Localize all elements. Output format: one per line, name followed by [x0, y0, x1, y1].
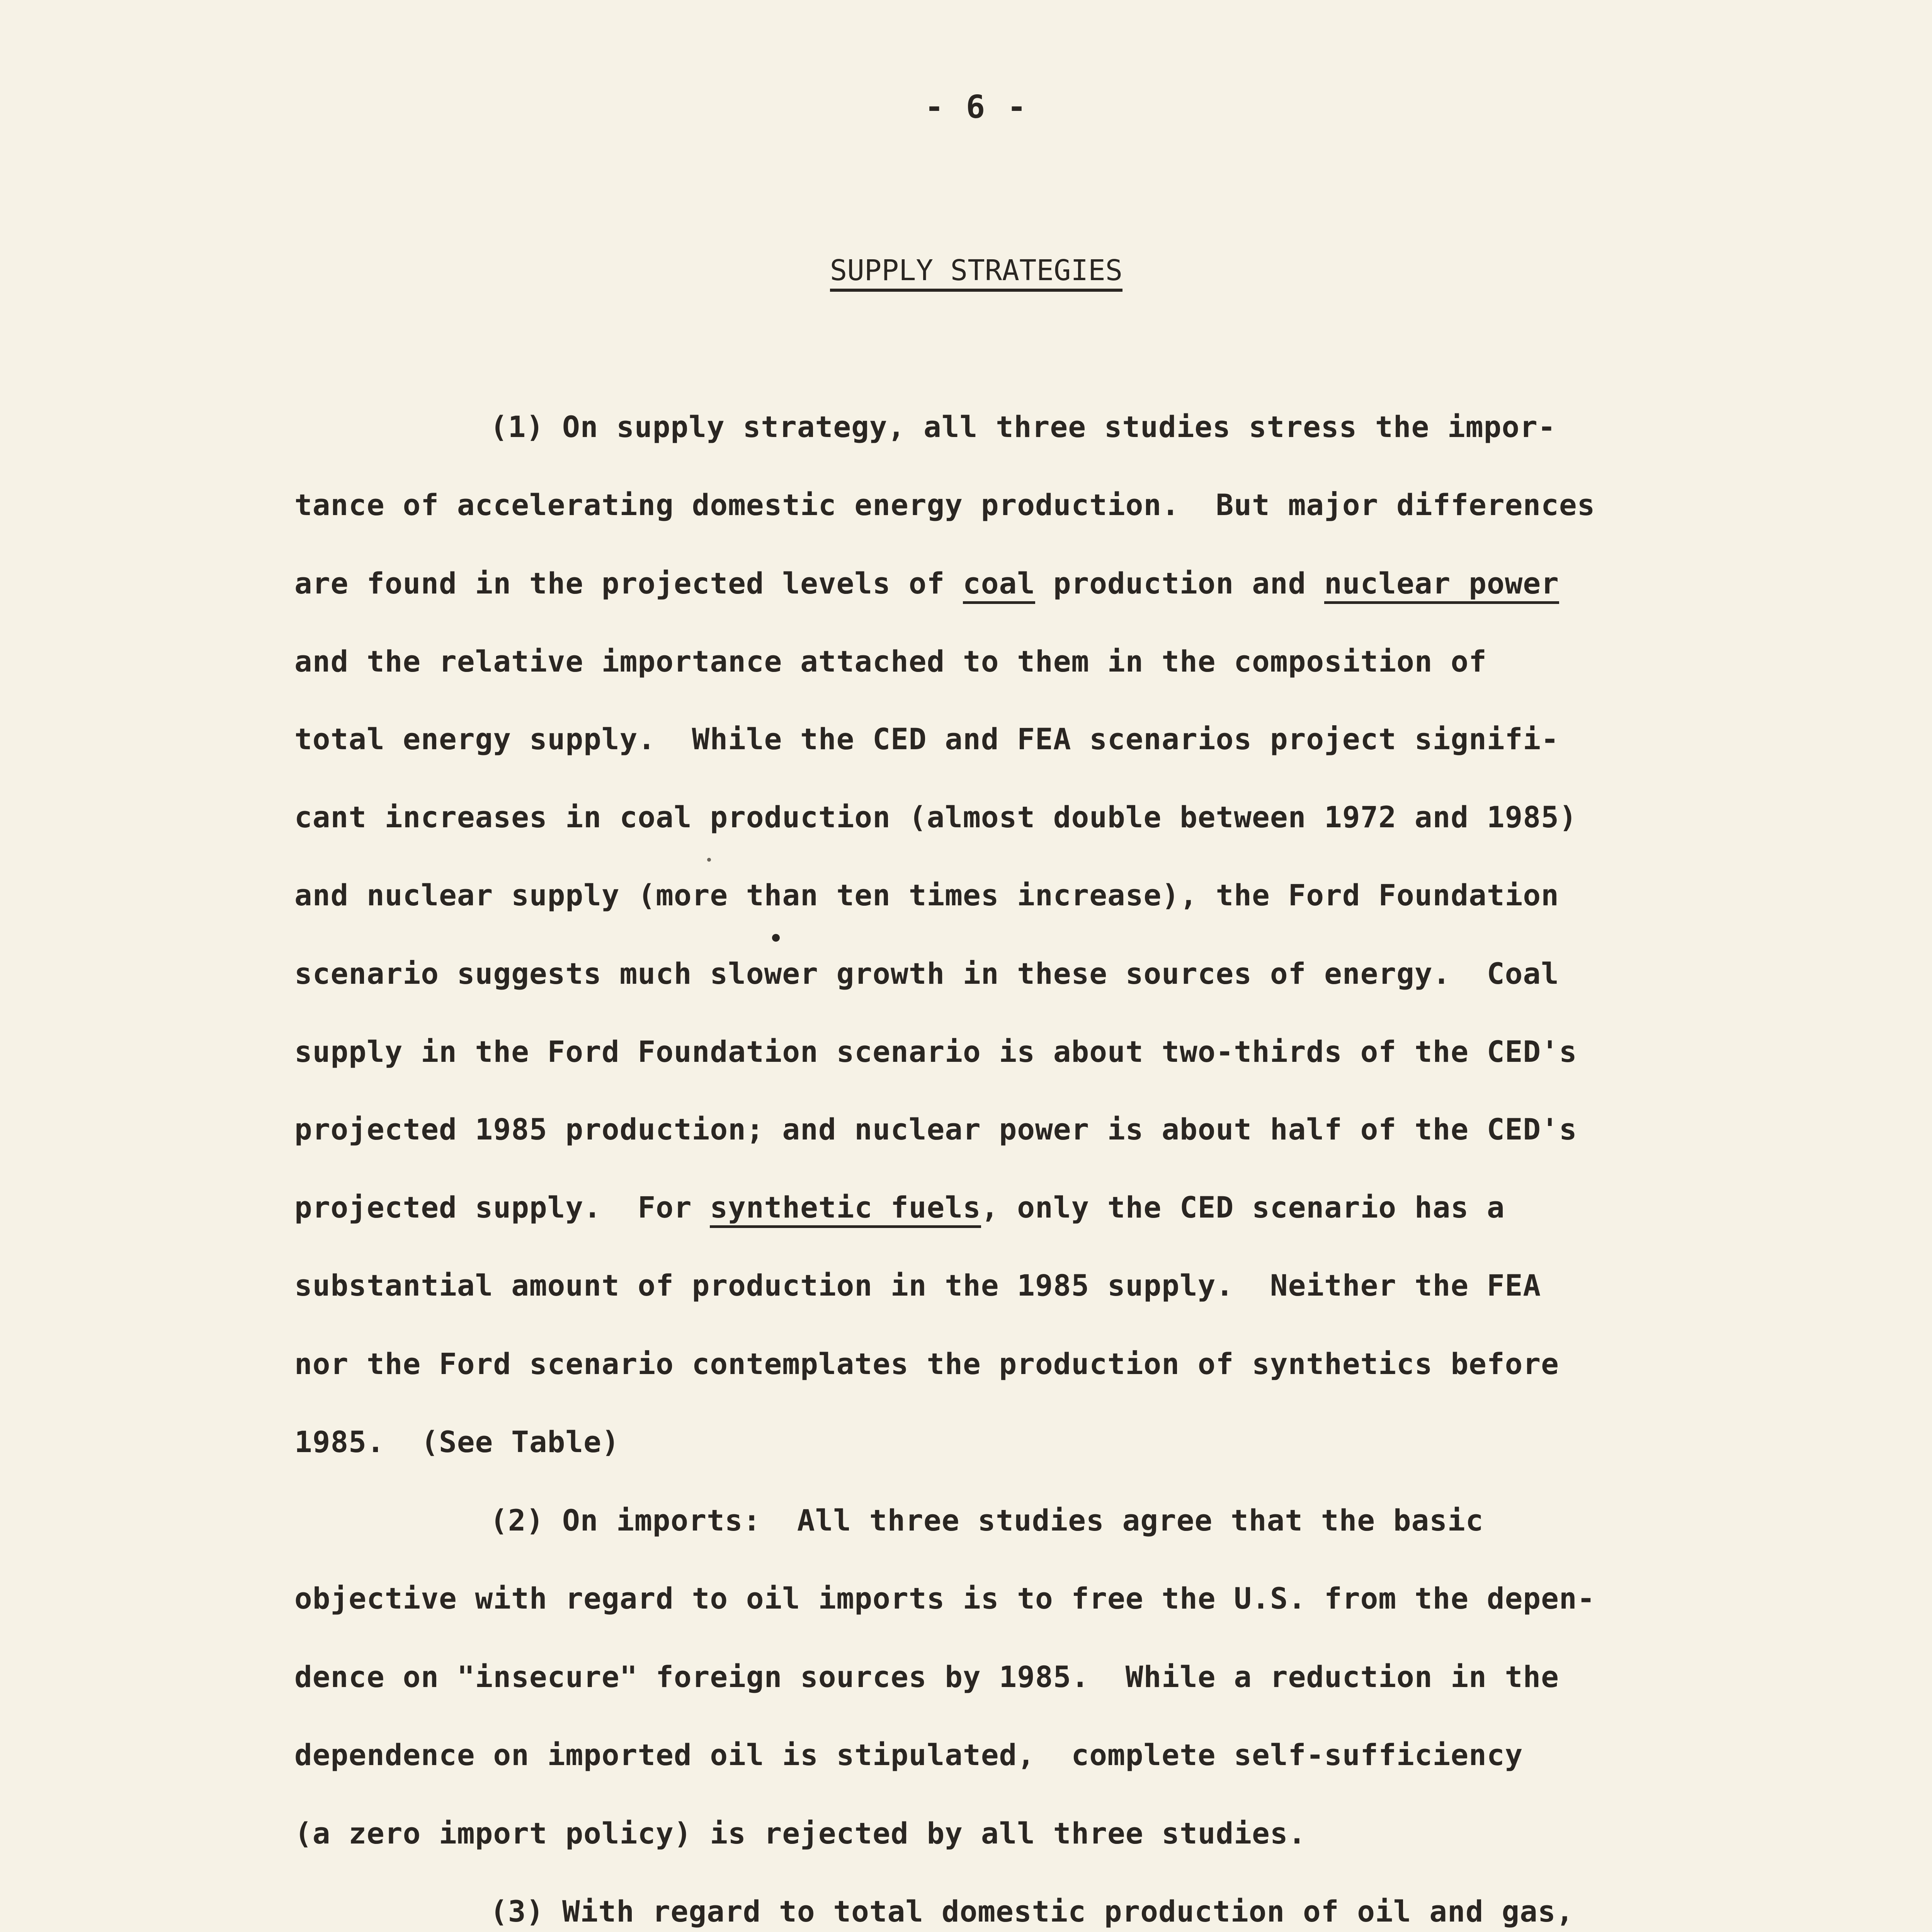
body-line: are found in the projected levels of coal production and nuclear power — [294, 562, 1724, 605]
body-line: dependence on imported oil is stipulated, complete self-sufficiency — [294, 1738, 1523, 1772]
body-line: (a zero import policy) is rejected by all three studies. — [294, 1816, 1306, 1850]
body-line: supply in the Ford Foundation scenario is about two-thirds of the CED's — [294, 1034, 1577, 1069]
body-line: cant increases in coal production (almost double between 1972 and 1985) — [294, 800, 1577, 834]
heading-text: SUPPLY STRATEGIES — [830, 254, 1122, 292]
body-line: (3) With regard to total domestic production of oil and gas, — [490, 1894, 1574, 1929]
body-line: and the relative importance attached to them in the composition of — [294, 644, 1487, 679]
body-line: 1985. (See Table) — [294, 1425, 620, 1459]
section-heading — [0, 251, 1932, 290]
body-line: scenario suggests much slower growth in these sources of energy. Coal — [294, 956, 1559, 991]
body-line: projected supply. For synthetic fuels, only the CED scenario has a — [294, 1186, 1724, 1229]
body-line: objective with regard to oil imports is to free the U.S. from the depen- — [294, 1581, 1595, 1616]
body-line: dence on "insecure" foreign sources by 1985. While a reduction in the — [294, 1660, 1559, 1694]
underlined-term: nuclear power — [1324, 566, 1559, 604]
body-line: and nuclear supply (more than ten times increase), the Ford Foundation — [294, 878, 1559, 912]
body-line: nor the Ford scenario contemplates the production of synthetics before — [294, 1347, 1559, 1381]
body-line: projected 1985 production; and nuclear power is about half of the CED's — [294, 1112, 1577, 1146]
underlined-term: synthetic fuels — [710, 1190, 981, 1228]
body-line: tance of accelerating domestic energy production. But major differences — [294, 488, 1595, 522]
body-line: total energy supply. While the CED and FEA scenarios project signifi- — [294, 722, 1559, 756]
body-line: (2) On imports: All three studies agree that the basic — [490, 1503, 1484, 1537]
body-line: substantial amount of production in the 1985 supply. Neither the FEA — [294, 1268, 1541, 1303]
ink-speck — [707, 858, 711, 862]
ink-dot — [772, 934, 780, 942]
page-number: - 6 - — [925, 89, 1028, 126]
body-line: (1) On supply strategy, all three studies stress the impor- — [490, 410, 1556, 444]
underlined-term: coal — [963, 566, 1035, 604]
